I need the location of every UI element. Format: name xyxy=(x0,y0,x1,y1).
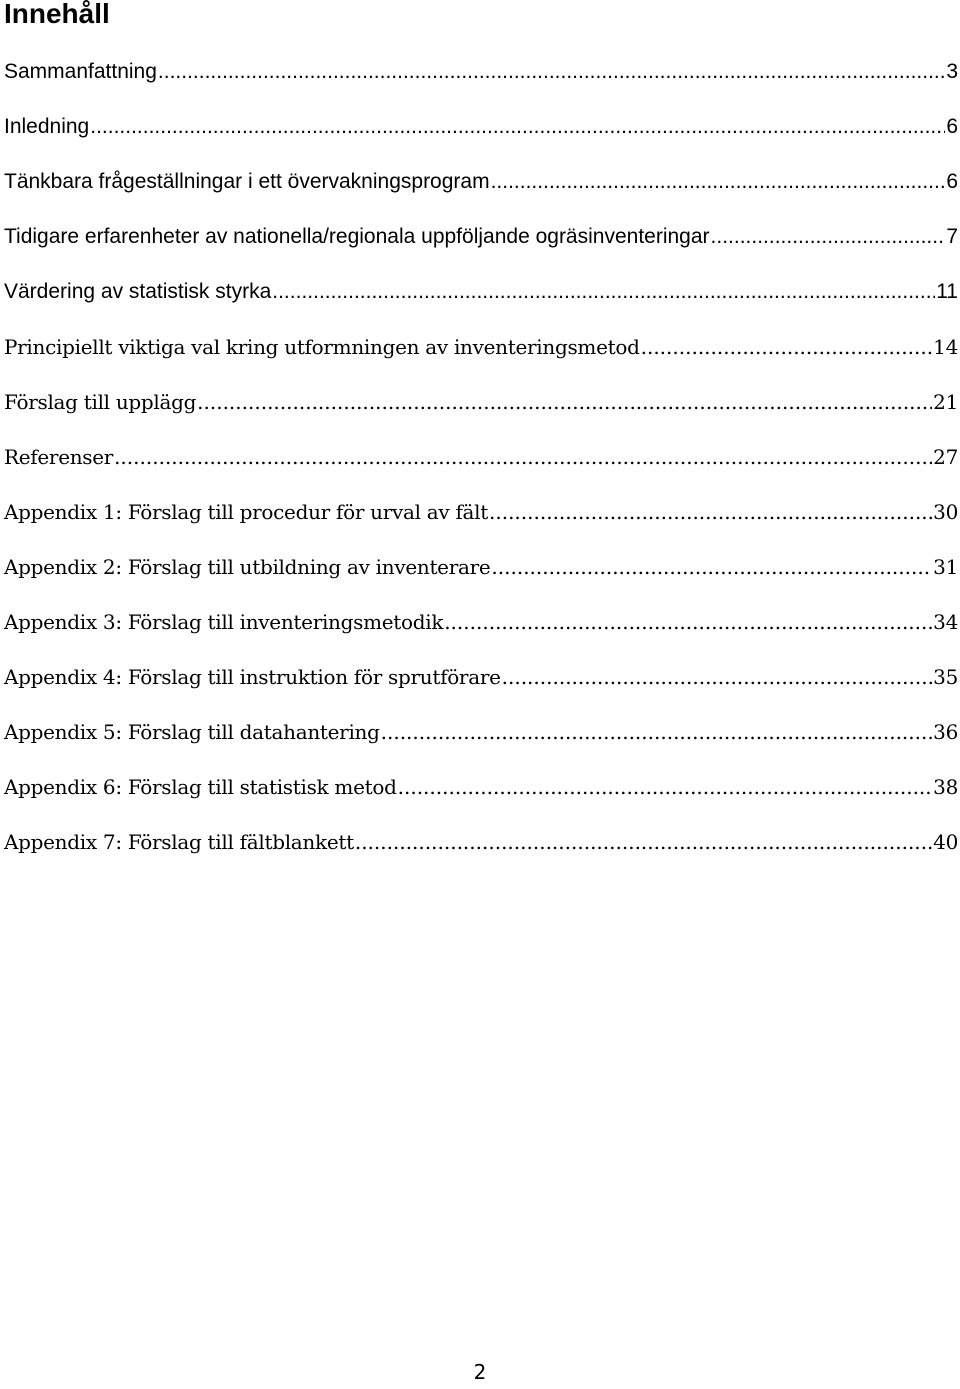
toc-entry[interactable] xyxy=(4,549,958,604)
toc-entry[interactable] xyxy=(4,54,958,109)
toc-entry-label: Appendix 5: Förslag till datahantering xyxy=(4,720,380,744)
toc-entry[interactable] xyxy=(4,219,958,274)
toc-entry-label: Förslag till upplägg xyxy=(4,390,197,414)
toc-entry-page: 6 xyxy=(946,170,958,193)
toc-entry-label: Tänkbara frågeställningar i ett övervakningsprogram xyxy=(4,170,490,193)
toc-entry-label: Sammanfattning xyxy=(4,60,157,83)
toc-dot-leader xyxy=(502,659,933,695)
toc-dot-leader xyxy=(711,219,946,255)
toc-entry-page: 40 xyxy=(933,830,958,854)
toc-entry-page: 14 xyxy=(933,335,958,359)
toc-entry[interactable] xyxy=(4,274,958,329)
toc-entry-label: Appendix 2: Förslag till utbildning av inventerare xyxy=(4,555,491,579)
toc-entry-label: Inledning xyxy=(4,115,90,138)
toc-entry-label: Appendix 7: Förslag till fältblankett xyxy=(4,830,354,854)
toc-entry-page: 7 xyxy=(946,225,958,248)
toc-entry-label: Principiellt viktiga val kring utformningen av inventeringsmetod xyxy=(4,335,640,359)
toc-dot-leader xyxy=(272,274,935,310)
toc-entry-page: 35 xyxy=(933,665,958,689)
toc-entry[interactable] xyxy=(4,714,958,769)
toc-entry[interactable] xyxy=(4,824,958,879)
toc-dot-leader xyxy=(489,494,932,530)
toc-dot-leader xyxy=(355,824,932,860)
toc-entry-page: 3 xyxy=(946,60,958,83)
toc-entry[interactable] xyxy=(4,659,958,714)
toc-dot-leader xyxy=(641,329,933,365)
toc-dot-leader xyxy=(90,109,945,145)
page-number: 2 xyxy=(473,1360,487,1384)
toc-entry-page: 11 xyxy=(936,280,958,303)
toc-entry-label: Appendix 3: Förslag till inventeringsmetodik xyxy=(4,610,444,634)
toc-dot-leader xyxy=(197,384,932,420)
toc-entry-page: 30 xyxy=(933,500,958,524)
toc-dot-leader xyxy=(491,549,932,585)
toc-entry-page: 27 xyxy=(933,445,958,469)
toc-dot-leader xyxy=(444,604,932,640)
toc-entry-label: Värdering av statistisk styrka xyxy=(4,280,272,303)
toc-dot-leader xyxy=(158,54,945,90)
toc-entry-page: 6 xyxy=(946,115,958,138)
toc-entry-page: 38 xyxy=(933,775,958,799)
toc-entry-page: 31 xyxy=(933,555,958,579)
toc-entry-label: Appendix 4: Förslag till instruktion för sprutförare xyxy=(4,665,501,689)
toc-dot-leader xyxy=(114,439,932,475)
toc-entry-label: Referenser xyxy=(4,445,114,469)
toc-entry-page: 36 xyxy=(933,720,958,744)
toc-dot-leader xyxy=(398,769,933,805)
toc-entry[interactable] xyxy=(4,494,958,549)
toc-entry[interactable] xyxy=(4,769,958,824)
toc-entry[interactable] xyxy=(4,439,958,494)
toc-entry[interactable] xyxy=(4,329,958,384)
table-of-contents xyxy=(4,54,958,879)
toc-entry-page: 21 xyxy=(933,390,958,414)
toc-entry-label: Appendix 6: Förslag till statistisk metod xyxy=(4,775,397,799)
toc-entry[interactable] xyxy=(4,109,958,164)
toc-entry-label: Tidigare erfarenheter av nationella/regionala uppföljande ogräsinventeringar xyxy=(4,225,710,248)
toc-entry[interactable] xyxy=(4,384,958,439)
toc-entry-page: 34 xyxy=(933,610,958,634)
page-title: Innehåll xyxy=(4,0,110,29)
toc-dot-leader xyxy=(491,164,946,200)
toc-entry[interactable] xyxy=(4,164,958,219)
toc-entry-label: Appendix 1: Förslag till procedur för urval av fält xyxy=(4,500,488,524)
toc-dot-leader xyxy=(381,714,933,750)
toc-entry[interactable] xyxy=(4,604,958,659)
